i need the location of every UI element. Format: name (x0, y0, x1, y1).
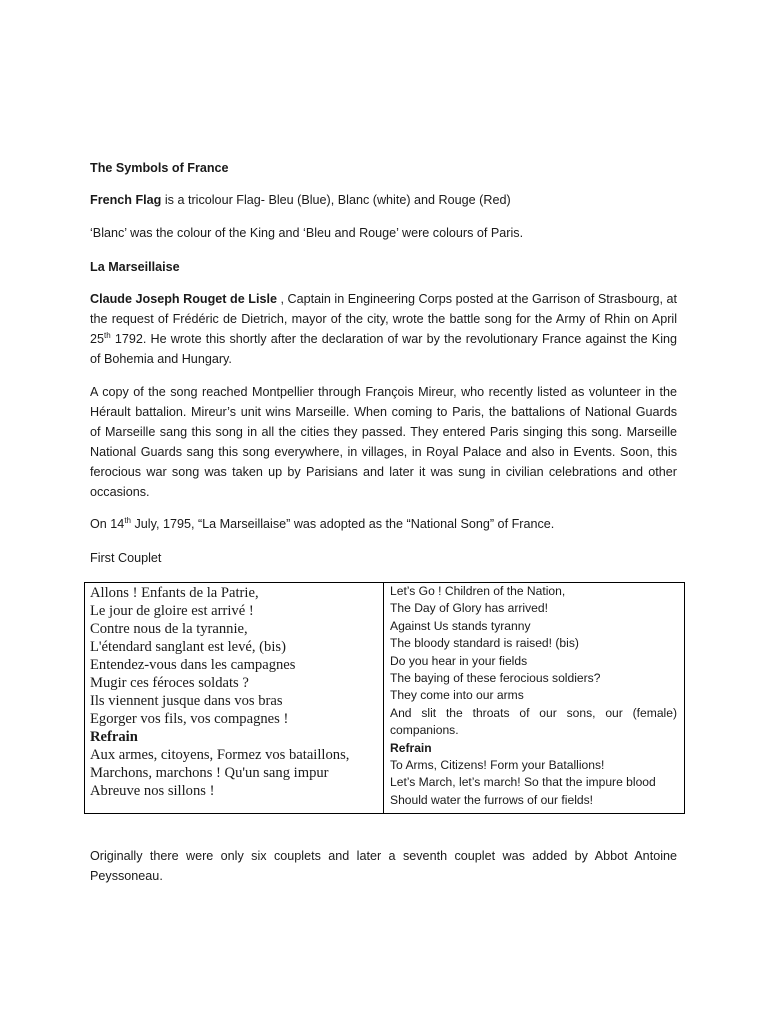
closing-paragraph (90, 846, 677, 886)
lyric-line: Ils viennent jusque dans vos bras (90, 693, 283, 709)
lyric-line: Mugir ces féroces soldats ? (90, 675, 249, 691)
lyric-line: Entendez-vous dans les campagnes (90, 657, 296, 673)
composer-paragraph (90, 289, 677, 369)
refrain-line: Aux armes, citoyens, Formez vos bataillons, (90, 747, 350, 763)
adoption-paragraph: On 14th July, 1795, “La Marseillaise” was adopted as the “National Song” of France. (90, 516, 555, 531)
page-title: The Symbols of France (90, 161, 229, 175)
lyric-line: Contre nous de la tyrannie, (90, 621, 248, 637)
refrain-line: To Arms, Citizens! Form your Batallions! (390, 758, 605, 773)
refrain-line: Abreuve nos sillons ! (90, 783, 215, 799)
refrain-label: Refrain (90, 729, 138, 745)
lyric-line: Allons ! Enfants de la Patrie, (90, 585, 259, 601)
flag-note: ‘Blanc’ was the colour of the King and ‘Bleu and Rouge’ were colours of Paris. (90, 226, 524, 240)
refrain-line: Let’s March, let’s march! So that the impure blood (390, 775, 656, 790)
lyric-line: The bloody standard is raised! (bis) (390, 636, 579, 651)
couplet-table (84, 582, 685, 814)
flag-label: French Flag (90, 193, 162, 207)
composer-line-3: 25th 1792. He wrote this shortly after the declaration of war by the revolutionary France against the King (90, 331, 677, 346)
flag-paragraph (90, 190, 677, 210)
refrain-line: Should water the furrows of our fields! (390, 792, 594, 807)
composer-line-4: of Bohemia and Hungary. (90, 352, 232, 366)
refrain-line: Marchons, marchons ! Qu'un sang impur (90, 765, 329, 781)
history-line: of Marseille sang this song in all the cities they passed. They entered Paris singing this song. Marseille (90, 425, 677, 439)
french-lyrics-column (85, 583, 384, 813)
history-line: A copy of the song reached Montpellier through François Mireur, who recently listed as volunteer in the (90, 385, 677, 399)
lyric-line-wrapped-end: companions. (390, 723, 459, 738)
lyric-line: Egorger vos fils, vos compagnes ! (90, 711, 289, 727)
lyric-line: The baying of these ferocious soldiers? (390, 671, 601, 686)
history-line-last: occasions. (90, 485, 150, 499)
flag-text: is a tricolour Flag- Bleu (Blue), Blanc (white) and Rouge (Red) (161, 193, 511, 207)
lyric-line: L'étendard sanglant est levé, (bis) (90, 639, 286, 655)
english-lyrics-column (384, 583, 684, 813)
lyric-line: Le jour de gloire est arrivé ! (90, 603, 254, 619)
couplet-label: First Couplet (90, 551, 162, 565)
composer-line-2: the request of Frédéric de Dietrich, mayor of the city, wrote the battle song for the Army of Rhin on April (90, 312, 677, 326)
lyric-line: Let’s Go ! Children of the Nation, (390, 584, 566, 598)
lyric-line: They come into our arms (390, 688, 524, 703)
anthem-heading: La Marseillaise (90, 260, 180, 274)
lyric-line: The Day of Glory has arrived! (390, 601, 548, 616)
closing-line-1: Originally there were only six couplets and later a seventh couplet was added by Abbot Antoine (90, 849, 677, 863)
history-paragraph (90, 382, 677, 502)
history-line: National Guards sang this song everywhere, in villages, in Royal Palace and also in Events. Soon, this (90, 445, 677, 459)
history-line: Hérault battalion. Mireur’s unit wins Marseille. When coming to Paris, the battalions of National Guards (90, 405, 677, 419)
refrain-label: Refrain (390, 740, 432, 755)
history-line: ferocious war song was taken up by Parisians and later it was sung in civilian celebrations and other (90, 465, 677, 479)
composer-line-1: Claude Joseph Rouget de Lisle , Captain in Engineering Corps posted at the Garrison of Strasbourg, at (90, 292, 677, 306)
lyric-line: Do you hear in your fields (390, 653, 528, 668)
closing-line-2: Peyssoneau. (90, 869, 163, 883)
lyric-line: Against Us stands tyranny (390, 618, 531, 633)
lyric-line-wrapped: And slit the throats of our sons, our (female) (390, 705, 677, 720)
composer-name: Claude Joseph Rouget de Lisle (90, 292, 277, 306)
